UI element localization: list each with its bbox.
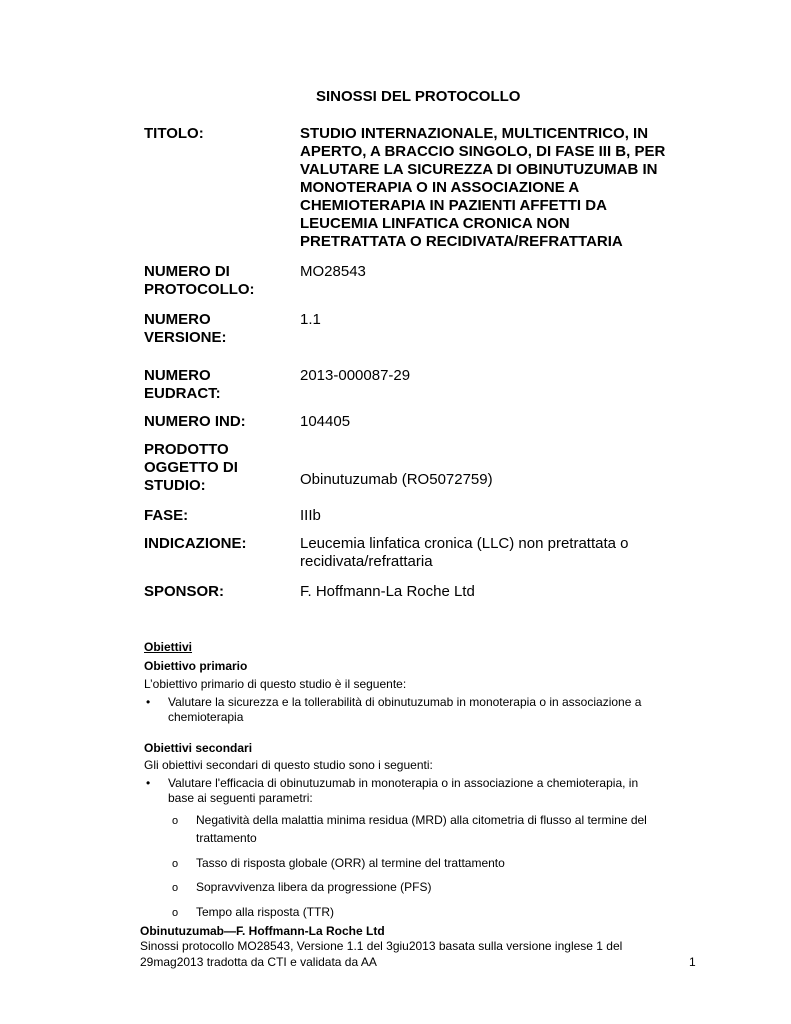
- secondary-objectives-intro: Gli obiettivi secondari di questo studio sono i seguenti:: [144, 758, 433, 772]
- secondary-objectives-title: Obiettivi secondari: [144, 741, 253, 755]
- primary-objective-item-line: chemioterapia: [168, 710, 244, 724]
- circle-bullet-icon: o: [172, 907, 179, 919]
- study-product-label-line: STUDIO:: [144, 477, 206, 494]
- ind-number-value: 104405: [300, 413, 351, 430]
- sub-item-line: Negatività della malattia minima residua (MRD) alla citometria di flusso al termine del: [196, 813, 647, 827]
- study-title-line: STUDIO INTERNAZIONALE, MULTICENTRICO, IN: [300, 125, 649, 142]
- sponsor-value: F. Hoffmann-La Roche Ltd: [300, 583, 475, 600]
- eudract-number-label-line: NUMERO: [144, 367, 211, 384]
- protocol-number-label-line: PROTOCOLLO:: [144, 281, 255, 298]
- footer-company: Obinutuzumab—F. Hoffmann-La Roche Ltd: [140, 924, 385, 938]
- secondary-objective-item-line: base ai seguenti parametri:: [168, 791, 313, 805]
- version-number-label-line: VERSIONE:: [144, 329, 227, 346]
- phase-value: IIIb: [300, 507, 321, 524]
- primary-objective-title: Obiettivo primario: [144, 659, 248, 673]
- sub-item-line: Sopravvivenza libera da progressione (PFS): [196, 880, 432, 894]
- primary-objective-intro: L’obiettivo primario di questo studio è il seguente:: [144, 677, 407, 691]
- indication-value-line: Leucemia linfatica cronica (LLC) non pretrattata o: [300, 535, 629, 552]
- circle-bullet-icon: o: [172, 815, 179, 827]
- study-title-line: PRETRATTATA O RECIDIVATA/REFRATTARIA: [300, 233, 623, 250]
- version-number-label-line: NUMERO: [144, 311, 211, 328]
- footer-line: Sinossi protocollo MO28543, Versione 1.1 del 3giu2013 basata sulla versione inglese 1 del: [140, 939, 623, 953]
- protocol-number-value: MO28543: [300, 263, 366, 280]
- footer-line: 29mag2013 tradotta da CTI e validata da AA: [140, 955, 377, 969]
- indication-label: INDICAZIONE:: [144, 535, 247, 552]
- study-title-line: APERTO, A BRACCIO SINGOLO, DI FASE III B, PER: [300, 143, 666, 160]
- title-label: TITOLO:: [144, 125, 204, 142]
- sponsor-label: SPONSOR:: [144, 583, 225, 600]
- objectives-section-title: Obiettivi: [144, 640, 193, 654]
- study-title-line: CHEMIOTERAPIA IN PAZIENTI AFFETTI DA: [300, 197, 607, 214]
- primary-objective-item-line: Valutare la sicurezza e la tollerabilità di obinutuzumab in monoterapia o in associazione a: [168, 695, 642, 709]
- version-number-value: 1.1: [300, 311, 321, 328]
- eudract-number-label-line: EUDRACT:: [144, 385, 221, 402]
- phase-label: FASE:: [144, 507, 189, 524]
- bullet-icon: •: [146, 695, 151, 709]
- study-product-label-line: OGGETTO DI: [144, 459, 238, 476]
- study-title-line: LEUCEMIA LINFATICA CRONICA NON: [300, 215, 570, 232]
- secondary-objective-item-line: Valutare l'efficacia di obinutuzumab in monoterapia o in associazione a chemioterapia, in: [168, 776, 639, 790]
- circle-bullet-icon: o: [172, 858, 179, 870]
- ind-number-label: NUMERO IND:: [144, 413, 246, 430]
- sub-item-line: Tempo alla risposta (TTR): [196, 905, 335, 919]
- circle-bullet-icon: o: [172, 882, 179, 894]
- bullet-icon: •: [146, 776, 151, 790]
- page-number: 1: [689, 955, 696, 969]
- protocol-number-label-line: NUMERO DI: [144, 263, 230, 280]
- eudract-number-value: 2013-000087-29: [300, 367, 411, 384]
- sub-item-line: trattamento: [196, 831, 257, 845]
- sub-item-line: Tasso di risposta globale (ORR) al termine del trattamento: [196, 856, 505, 870]
- page-title: SINOSSI DEL PROTOCOLLO: [316, 88, 521, 105]
- study-product-label-line: PRODOTTO: [144, 441, 229, 458]
- indication-value-line: recidivata/refrattaria: [300, 553, 433, 570]
- study-title-line: MONOTERAPIA O IN ASSOCIAZIONE A: [300, 179, 580, 196]
- study-product-value: Obinutuzumab (RO5072759): [300, 471, 493, 488]
- study-title-line: VALUTARE LA SICUREZZA DI OBINUTUZUMAB IN: [300, 161, 658, 178]
